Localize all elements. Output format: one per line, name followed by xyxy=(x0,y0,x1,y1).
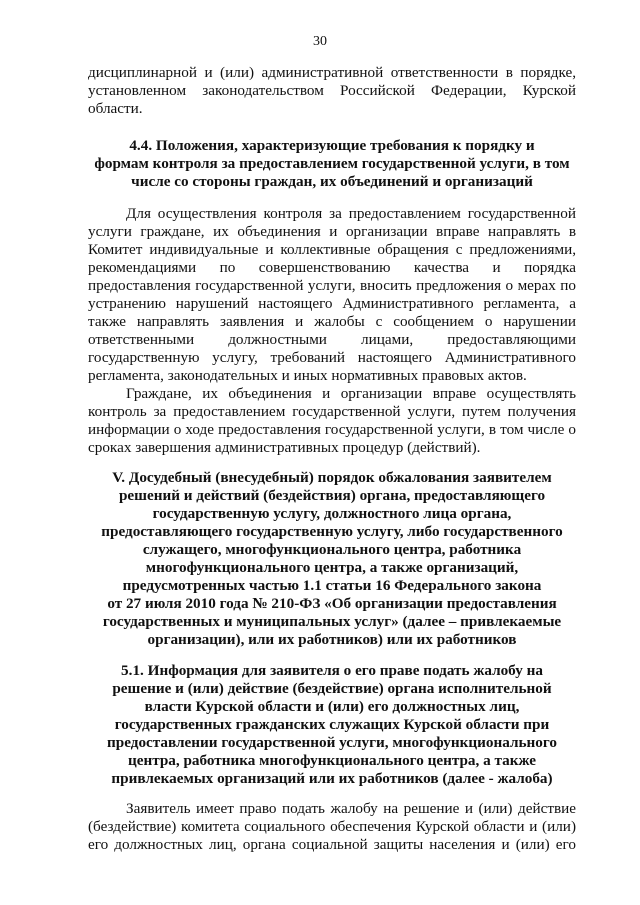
section-heading-v: предусмотренных частью 1.1 статьи 16 Федерального закона xyxy=(122,577,542,594)
section-heading-v: многофункционального центра, а также организаций, xyxy=(145,559,519,576)
section-heading-v: организации), или их работников) или их работников xyxy=(147,631,517,648)
section-heading-v: от 27 июля 2010 года № 210-ФЗ «Об организации предоставления xyxy=(107,595,557,612)
intro-line: дисциплинарной и (или) административной ответственности в порядке, xyxy=(88,64,576,81)
section-heading-5-1: решение и (или) действие (бездействие) органа исполнительной xyxy=(112,680,552,697)
paragraph-line: ответственными должностными лицами, предоставляющими xyxy=(88,331,576,348)
paragraph-line: (бездействие) комитета социального обеспечения Курской области и (или) xyxy=(88,818,576,835)
section-heading-5-1: центра, работника многофункционального центра, а также xyxy=(127,752,537,769)
section-heading-5-1: привлекаемых организаций или их работников (далее - жалоба) xyxy=(111,770,553,787)
section-heading-v: решений и действий (бездействия) органа, предоставляющего xyxy=(118,487,546,504)
paragraph-line: Комитет индивидуальные и коллективные обращения с предложениями, xyxy=(88,241,576,258)
section-heading-v: предоставляющего государственную услугу, либо государственного xyxy=(101,523,563,540)
paragraph-line: устранению нарушений настоящего Административного регламента, а xyxy=(88,295,576,312)
paragraph-line: также направлять заявления и жалобы с сообщением о нарушении xyxy=(88,313,576,330)
paragraph-line: Заявитель имеет право подать жалобу на решение и (или) действие xyxy=(126,800,576,817)
paragraph-line: его должностных лиц, органа социальной защиты населения и (или) его xyxy=(88,836,576,853)
section-heading-5-1: 5.1. Информация для заявителя о его праве подать жалобу на xyxy=(121,662,543,679)
section-heading-v: государственных и муниципальных услуг» (далее – привлекаемые xyxy=(102,613,562,630)
section-heading-4-4: числе со стороны граждан, их объединений и организаций xyxy=(131,173,533,190)
section-heading-v: служащего, многофункционального центра, работника xyxy=(142,541,522,558)
section-heading-5-1: власти Курской области и (или) его должностных лиц, xyxy=(144,698,520,715)
paragraph-line: услуги граждане, их объединения и организации вправе направлять в xyxy=(88,223,576,240)
paragraph-line: государственную услугу, требований настоящего Административного xyxy=(88,349,576,366)
section-heading-4-4: формам контроля за предоставлением государственной услуги, в том xyxy=(94,155,570,172)
intro-line: установленном законодательством Российской Федерации, Курской xyxy=(88,82,576,99)
paragraph-line: информации о ходе предоставления государственной услуги, в том числе о xyxy=(88,421,576,438)
section-heading-v: V. Досудебный (внесудебный) порядок обжалования заявителем xyxy=(112,469,552,486)
section-heading-5-1: государственных гражданских служащих Курской области при xyxy=(114,716,550,733)
section-heading-5-1: предоставлении государственной услуги, многофункционального xyxy=(107,734,557,751)
section-heading-4-4: 4.4. Положения, характеризующие требования к порядку и xyxy=(129,137,535,154)
intro-line: области. xyxy=(88,100,143,117)
paragraph-line: Для осуществления контроля за предоставлением государственной xyxy=(126,205,576,222)
paragraph-line: контроль за предоставлением государственной услуги, путем получения xyxy=(88,403,576,420)
paragraph-line: рекомендациями по совершенствованию качества и порядка xyxy=(88,259,576,276)
paragraph-line: предоставления государственной услуги, вносить предложения о мерах по xyxy=(88,277,576,294)
section-heading-v: государственную услугу, должностного лица органа, xyxy=(152,505,512,522)
paragraph-line: регламента, законодательных и иных нормативных правовых актов. xyxy=(88,367,527,384)
paragraph-line: сроках завершения административных процедур (действий). xyxy=(88,439,481,456)
paragraph-line: Граждане, их объединения и организации вправе осуществлять xyxy=(126,385,576,402)
page-number: 30 xyxy=(313,34,327,49)
